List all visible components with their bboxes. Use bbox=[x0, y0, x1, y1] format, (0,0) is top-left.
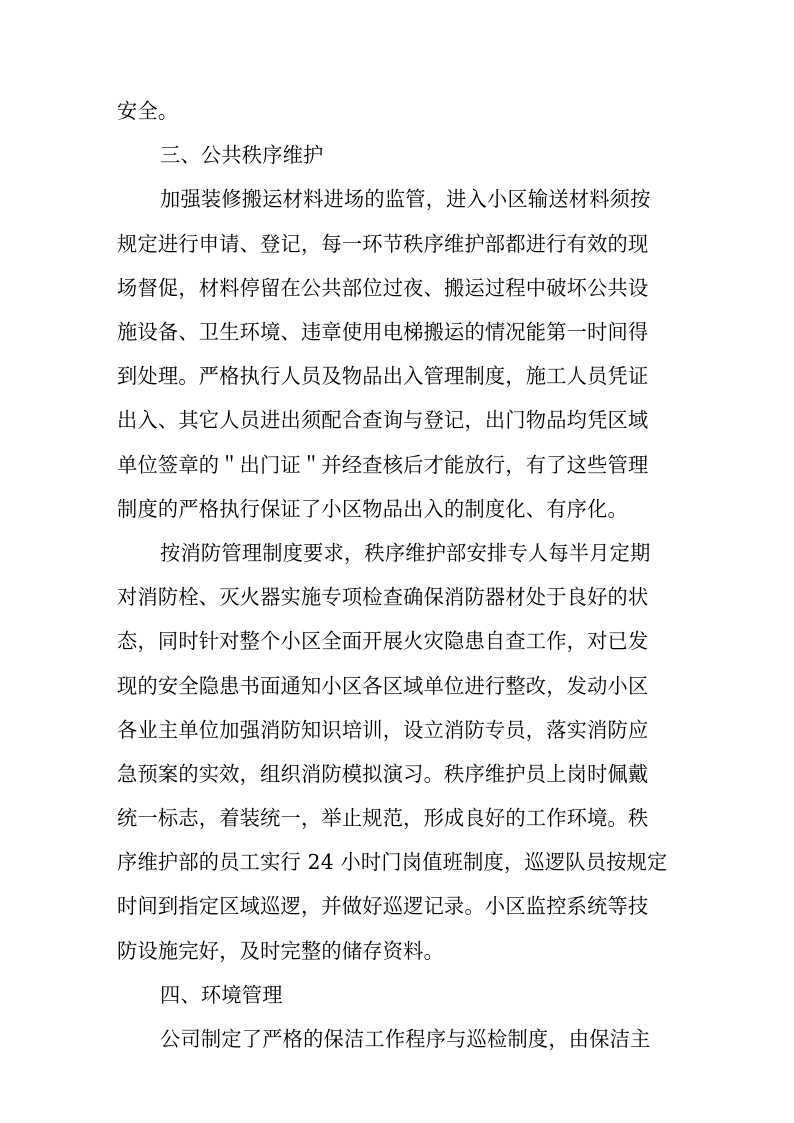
paragraph-line: 时间到指定区域巡逻，并做好巡逻记录。小区监控系统等技 bbox=[117, 894, 649, 918]
paragraph-line: 防设施完好，及时完整的储存资料。 bbox=[117, 939, 445, 963]
paragraph-line: 公司制定了严格的保洁工作程序与巡检制度，由保洁主 bbox=[160, 1027, 651, 1051]
paragraph-line: 出入、其它人员进出须配合查询与登记，出门物品均凭区域 bbox=[117, 408, 649, 432]
paragraph-line: 制度的严格执行保证了小区物品出入的制度化、有序化。 bbox=[117, 497, 628, 521]
paragraph-line: 单位签章的＂出门证＂并经查核后才能放行，有了这些管理 bbox=[117, 453, 649, 477]
paragraph-line: 到处理。严格执行人员及物品出入管理制度，施工人员凭证 bbox=[117, 364, 649, 388]
paragraph-line: 统一标志，着装统一，举止规范，形成良好的工作环境。秩 bbox=[117, 806, 649, 830]
paragraph-line: 态，同时针对整个小区全面开展火灾隐患自查工作，对已发 bbox=[117, 629, 649, 653]
paragraph-line: 现的安全隐患书面通知小区各区域单位进行整改，发动小区 bbox=[117, 674, 649, 698]
section-heading-environment: 四、环境管理 bbox=[160, 983, 283, 1007]
section-heading-public-order: 三、公共秩序维护 bbox=[160, 143, 324, 167]
paragraph-line: 对消防栓、灭火器实施专项检查确保消防器材处于良好的状 bbox=[117, 585, 649, 609]
paragraph-line: 序维护部的员工实行 24 小时门岗值班制度，巡逻队员按规定 bbox=[117, 850, 668, 874]
paragraph-line: 施设备、卫生环境、违章使用电梯搬运的情况能第一时间得 bbox=[117, 320, 649, 344]
paragraph-line: 按消防管理制度要求，秩序维护部安排专人每半月定期 bbox=[160, 541, 651, 565]
paragraph-line: 加强装修搬运材料进场的监管，进入小区输送材料须按 bbox=[160, 187, 651, 211]
paragraph-line: 规定进行申请、登记，每一环节秩序维护部都进行有效的现 bbox=[117, 232, 649, 256]
paragraph-line: 各业主单位加强消防知识培训，设立消防专员，落实消防应 bbox=[117, 718, 649, 742]
paragraph-line: 急预案的实效，组织消防模拟演习。秩序维护员上岗时佩戴 bbox=[117, 762, 649, 786]
text-line-continuation: 安全。 bbox=[117, 99, 179, 123]
paragraph-line: 场督促，材料停留在公共部位过夜、搬运过程中破坏公共设 bbox=[117, 276, 649, 300]
